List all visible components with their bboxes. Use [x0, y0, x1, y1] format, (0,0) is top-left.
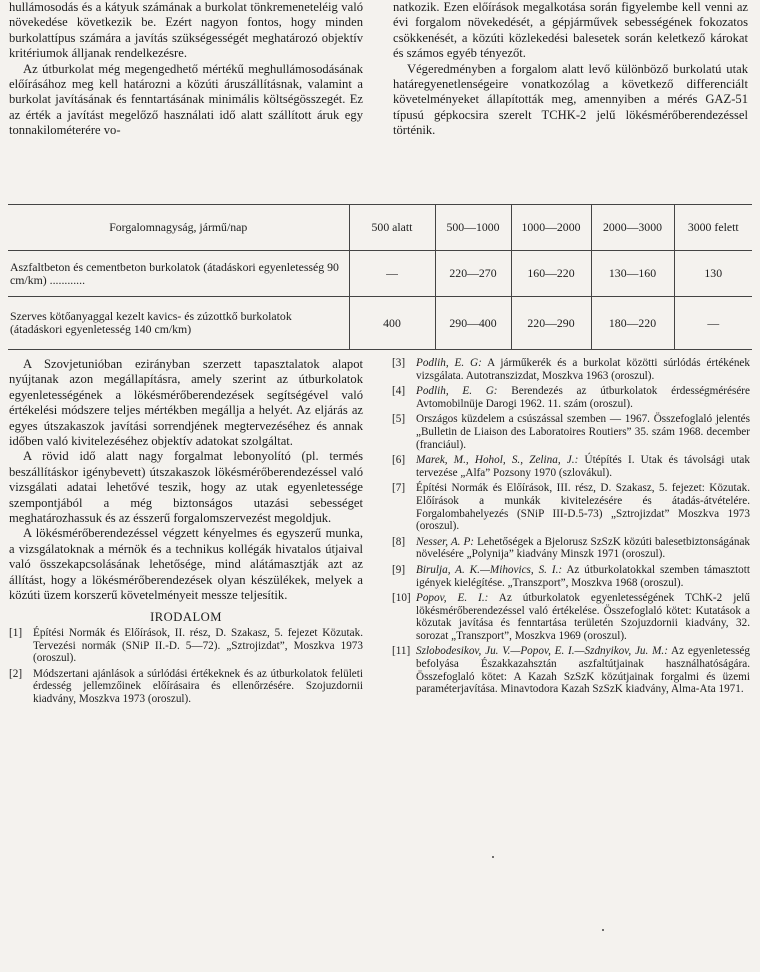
reference-number: [8] — [392, 535, 406, 548]
table-row — [8, 251, 752, 297]
print-speck — [602, 929, 604, 931]
reference-number: [10] — [392, 592, 411, 605]
reference-item — [392, 413, 750, 451]
reference-number: [11] — [392, 645, 411, 658]
references-list-left — [9, 627, 363, 706]
traffic-requirements-table — [8, 204, 752, 350]
reference-item — [392, 564, 750, 589]
reference-text — [416, 645, 750, 695]
reference-number: [9] — [392, 563, 406, 576]
reference-author: Popov, E. I.: — [416, 592, 489, 605]
references-title: IRODALOM — [150, 609, 222, 624]
reference-number: [3] — [392, 357, 406, 369]
reference-body: Építési Normák és Előírások, II. rész, D. Szakasz, 5. fejezet Közutak. Tervezési normák (SNiP II.-D. 5—72). „Sztrojizdat”, Moszkva 1973 (oroszul). — [33, 626, 363, 665]
reference-item — [392, 454, 750, 479]
reference-author: Szlobodesikov, Ju. V.—Popov, E. I.—Szdnyikov, Ju. M.: — [416, 645, 668, 658]
table-row-label: Aszfaltbeton és cementbeton burkolatok (átadáskori egyenletesség 90 cm/km) ............ — [8, 251, 349, 297]
reference-text — [33, 627, 363, 665]
table-cell: 290—400 — [435, 297, 511, 350]
reference-body: Berendezés az útburkolatok érdességmérésére Avtomobilnüje Darogi 1962. 11. szám (oroszul). — [416, 385, 750, 410]
reference-body: Az útburkolatokkal szemben támasztott igények kielégítése. „Transzport”, Moszkva 1968 (oroszul). — [416, 563, 750, 589]
table-cell: — — [674, 297, 752, 350]
reference-number: [4] — [392, 385, 406, 398]
table-cell: 180—220 — [591, 297, 674, 350]
reference-item — [392, 645, 750, 695]
print-speck — [492, 856, 494, 858]
reference-item — [9, 627, 363, 665]
reference-number: [1] — [9, 626, 23, 639]
reference-text — [416, 413, 750, 451]
reference-text — [416, 482, 750, 532]
reference-body: Módszertani ajánlások a súrlódási értékeknek és az útburkolatok felületi érdesség jellemzőinek előírásaira és ellenőrzésére. Szojuzdornii kiadvány, Moszkva 1973 (oroszul). — [33, 667, 363, 705]
table-column-header: 1000—2000 — [511, 205, 591, 251]
bottom-left-column — [9, 357, 363, 708]
top-right-column — [393, 0, 748, 139]
reference-text — [416, 564, 750, 589]
table-cell: 220—290 — [511, 297, 591, 350]
reference-number: [2] — [9, 667, 23, 680]
reference-author: Marek, M., Hohol, S., Zelina, J.: — [416, 454, 579, 467]
table-header-row — [8, 205, 752, 251]
table-row — [8, 297, 752, 350]
reference-body: Lehetőségek a Bjelorusz SzSzK közúti balesetbiztonságának növelésére „Polynija” kiadvány Minszk 1971 (oroszul). — [416, 535, 751, 561]
reference-author: Podlih, E. G: — [416, 385, 498, 398]
references-list-right — [392, 357, 750, 699]
reference-text — [416, 536, 750, 561]
table-cell: 130—160 — [591, 251, 674, 297]
reference-item — [392, 357, 750, 382]
table-column-header: 500 alatt — [349, 205, 435, 251]
paragraph: hullámosodás és a kátyuk számának a burkolat tönkremeneteléig való növekedése következik be. Ezért nagyon fontos, hogy minden burkolattípus számára a javítás szükségességét meghatározó objektív kritériumok álljanak rendelkezésre. — [9, 0, 363, 61]
table-cell: 130 — [674, 251, 752, 297]
reference-author: Podlih, E. G: — [416, 357, 482, 369]
reference-body: Az útburkolatok egyenletességének TChK-2 jelű lökésmérőberendezéssel való értékelése. Összefoglaló kötet: Kutatások a közutak javítása és fenntartása területén Szojuzdornii kiadvány, 32. sorozat „Transzport”, Moszkva 1969 (oroszul). — [416, 592, 750, 642]
reference-text — [416, 592, 750, 642]
reference-author: Birulja, A. K.—Mihovics, S. I.: — [416, 563, 563, 576]
reference-body: Az egyenletesség befolyása Északkazahsztán aszfaltútjainak használhatóságára. Összefoglaló kötet: A Kazah SzSzK közútjainak forgalmi és üzemi paraméterjavítása. Minavtodora Kazah SzSzK kiadvány, Alma-Ata 1971. — [416, 645, 750, 696]
reference-text — [416, 385, 750, 410]
paragraph: Az útburkolat még megengedhető mértékű meghullámosodásának előírásához meg kell határozni a közúti áruszállításnak, valamint a burkolat javításának és fenntartásának minimális költségösszegét. Ez az érték a javítást megelőző használati idő alatt szállított áruk egy tonnakilométerére vo- — [9, 61, 363, 138]
table-cell: 400 — [349, 297, 435, 350]
reference-text — [416, 454, 750, 479]
reference-item — [392, 385, 750, 410]
table-cell: 220—270 — [435, 251, 511, 297]
table-header-label: Forgalomnagyság, jármű/nap — [8, 205, 349, 251]
paragraph: A Szovjetunióban ezirányban szerzett tapasztalatok alapot nyújtanak azon megállapításra, amely szerint az útburkolatok egyenletességének a lökésmérőberendezések segítségével való értékelési módszere teljes mértékben megállja a helyét. Az eljárás az egyes útszakaszok javítási sorrendjének megtervezéséhez és annak időben való kivitelezéséhez objektív adatokat szolgáltat. — [9, 357, 363, 449]
paragraph: natkozik. Ezen előírások megalkotása során figyelembe kell venni az évi forgalom növekedését, a gépjárművek sebességének fokozatos csökkenését, a közúti közlekedési balesetek során keletkező károkat és számos egyéb tényezőt. — [393, 0, 748, 61]
paragraph: A lökésmérőberendezéssel végzett kényelmes és egyszerű munka, a vizsgálatoknak a mérnök és a technikus kollégák hivatalos útjaival való összekapcsolásának lehetősége, mind alátámasztják azt az állítást, hogy a lökésmérőberendezések olyan készülékek, melyek a közúti üzem korszerű követelményeit messze teljesítik. — [9, 526, 363, 603]
reference-body: A járműkerék és a burkolat közötti súrlódás értékének vizsgálata. Autotranszizdat, Moszkva 1963 (oroszul). — [416, 357, 750, 382]
table-cell: 160—220 — [511, 251, 591, 297]
reference-number: [7] — [392, 482, 406, 495]
reference-number: [6] — [392, 454, 406, 467]
reference-number: [5] — [392, 413, 406, 426]
reference-body: Országos küzdelem a csúszással szemben — 1967. Összefoglaló jelentés „Bulletin de Liaison des Laboratoires Routiers” 35. szám 1968. december (franciául). — [416, 413, 750, 451]
table-column-header: 500—1000 — [435, 205, 511, 251]
table-cell: — — [349, 251, 435, 297]
table-column-header: 2000—3000 — [591, 205, 674, 251]
reference-author: Nesser, A. P: — [416, 535, 475, 548]
reference-text — [416, 357, 750, 382]
reference-item — [392, 536, 750, 561]
reference-item — [9, 668, 363, 706]
reference-body: Útépítés I. Utak és távolsági utak tervezése „Alfa” Pozsony 1970 (szlovákul). — [416, 454, 750, 479]
table-column-header: 3000 felett — [674, 205, 752, 251]
reference-item — [392, 482, 750, 532]
paragraph: A rövid idő alatt nagy forgalmat lebonyolító (pl. termés beszállításkor igénybevett) útszakaszok lökésmérőberendezéssel való vizsgálati adatai lehetővé teszik, hogy az utak egyenletessége szempontjából a még biztonságos utazási sebességet meghatározhassuk és az ésszerű forgalomszervezést megoldjuk. — [9, 449, 363, 526]
top-left-column — [9, 0, 363, 139]
reference-body: Építési Normák és Előírások, III. rész, D. Szakasz, 5. fejezet: Közutak. Előírások a munkák kivitelezésére és átadás-átvételére. Forgalombahelyezés (SNiP III-D.5-73) „Sztrojizdat” Moszkva 1973 (oroszul). — [416, 482, 750, 533]
reference-text — [33, 668, 363, 706]
reference-item — [392, 592, 750, 642]
paragraph: Végeredményben a forgalom alatt levő különböző burkolatú utak határegyenetlenségeire vonatkozólag a következő differenciált követelményeket állapították meg, amennyiben a mérés GAZ-51 típusú gépkocsira szerelt TCHK-2 jelű lökésmérőberendezéssel történik. — [393, 61, 748, 138]
table-row-label: Szerves kötőanyaggal kezelt kavics- és zúzottkő burkolatok (átadáskori egyenletesség 140 cm/km) — [8, 297, 349, 350]
